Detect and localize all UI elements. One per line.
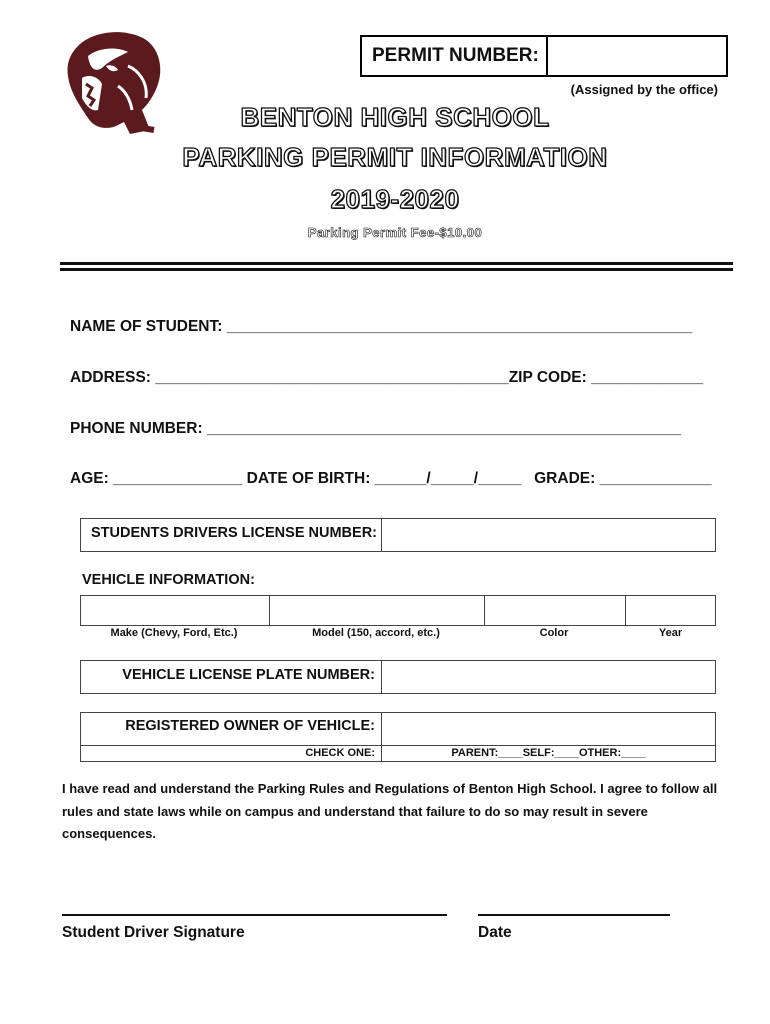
vehicle-model-input[interactable] (270, 596, 485, 625)
vehicle-year-input[interactable] (626, 596, 715, 625)
vehicle-info-heading: VEHICLE INFORMATION: (82, 572, 255, 588)
header-divider (60, 262, 733, 271)
school-year: 2019-2020 (330, 184, 460, 214)
date-label: Date (478, 924, 512, 941)
registered-owner-label: REGISTERED OWNER OF VEHICLE: (125, 718, 375, 734)
license-number-box (80, 518, 716, 552)
vehicle-make-input[interactable] (81, 596, 270, 625)
age-dob-grade-field[interactable]: AGE: _______________ DATE OF BIRTH: ______/_____/_____ GRADE: _____________ (70, 470, 712, 487)
plate-number-label: VEHICLE LICENSE PLATE NUMBER: (122, 667, 375, 683)
registered-owner-input[interactable] (382, 713, 715, 746)
permit-fee: Parking Permit Fee-$10.00 (307, 225, 483, 240)
check-one-label: CHECK ONE: (305, 747, 375, 759)
student-signature-label: Student Driver Signature (62, 924, 245, 941)
permit-number-field[interactable] (548, 37, 726, 75)
owner-check-options[interactable]: PARENT:____SELF:____OTHER:____ (451, 747, 646, 759)
student-name-field[interactable]: NAME OF STUDENT: ______________________________________________________ (70, 318, 693, 335)
color-caption: Color (539, 627, 569, 639)
form-title: PARKING PERMIT INFORMATION (182, 142, 608, 172)
plate-number-box (80, 660, 716, 694)
model-caption: Model (150, accord, etc.) (312, 627, 440, 639)
permit-number-label: PERMIT NUMBER: (362, 37, 548, 75)
license-number-label: STUDENTS DRIVERS LICENSE NUMBER: (91, 525, 377, 541)
school-title: BENTON HIGH SCHOOL (240, 102, 550, 132)
make-caption: Make (Chevy, Ford, Etc.) (110, 627, 238, 639)
vehicle-info-table (80, 595, 716, 626)
permit-number-box (360, 35, 728, 77)
registered-owner-box (80, 712, 716, 762)
permit-assigned-note: (Assigned by the office) (570, 82, 718, 97)
date-signature-line[interactable] (478, 914, 670, 916)
year-caption: Year (658, 627, 683, 639)
plate-number-input[interactable] (382, 661, 715, 693)
license-number-input[interactable] (382, 519, 715, 551)
agreement-text: I have read and understand the Parking Rules and Regulations of Benton High School. I agree to follow all rules and state laws while on campus and understand that failure to do so may result in severe consequences. (62, 781, 718, 841)
address-field[interactable]: ADDRESS: _________________________________________ZIP CODE: _____________ (70, 369, 704, 386)
student-signature-line[interactable] (62, 914, 447, 916)
phone-field[interactable]: PHONE NUMBER: _______________________________________________________ (70, 420, 682, 437)
vehicle-color-input[interactable] (485, 596, 626, 625)
